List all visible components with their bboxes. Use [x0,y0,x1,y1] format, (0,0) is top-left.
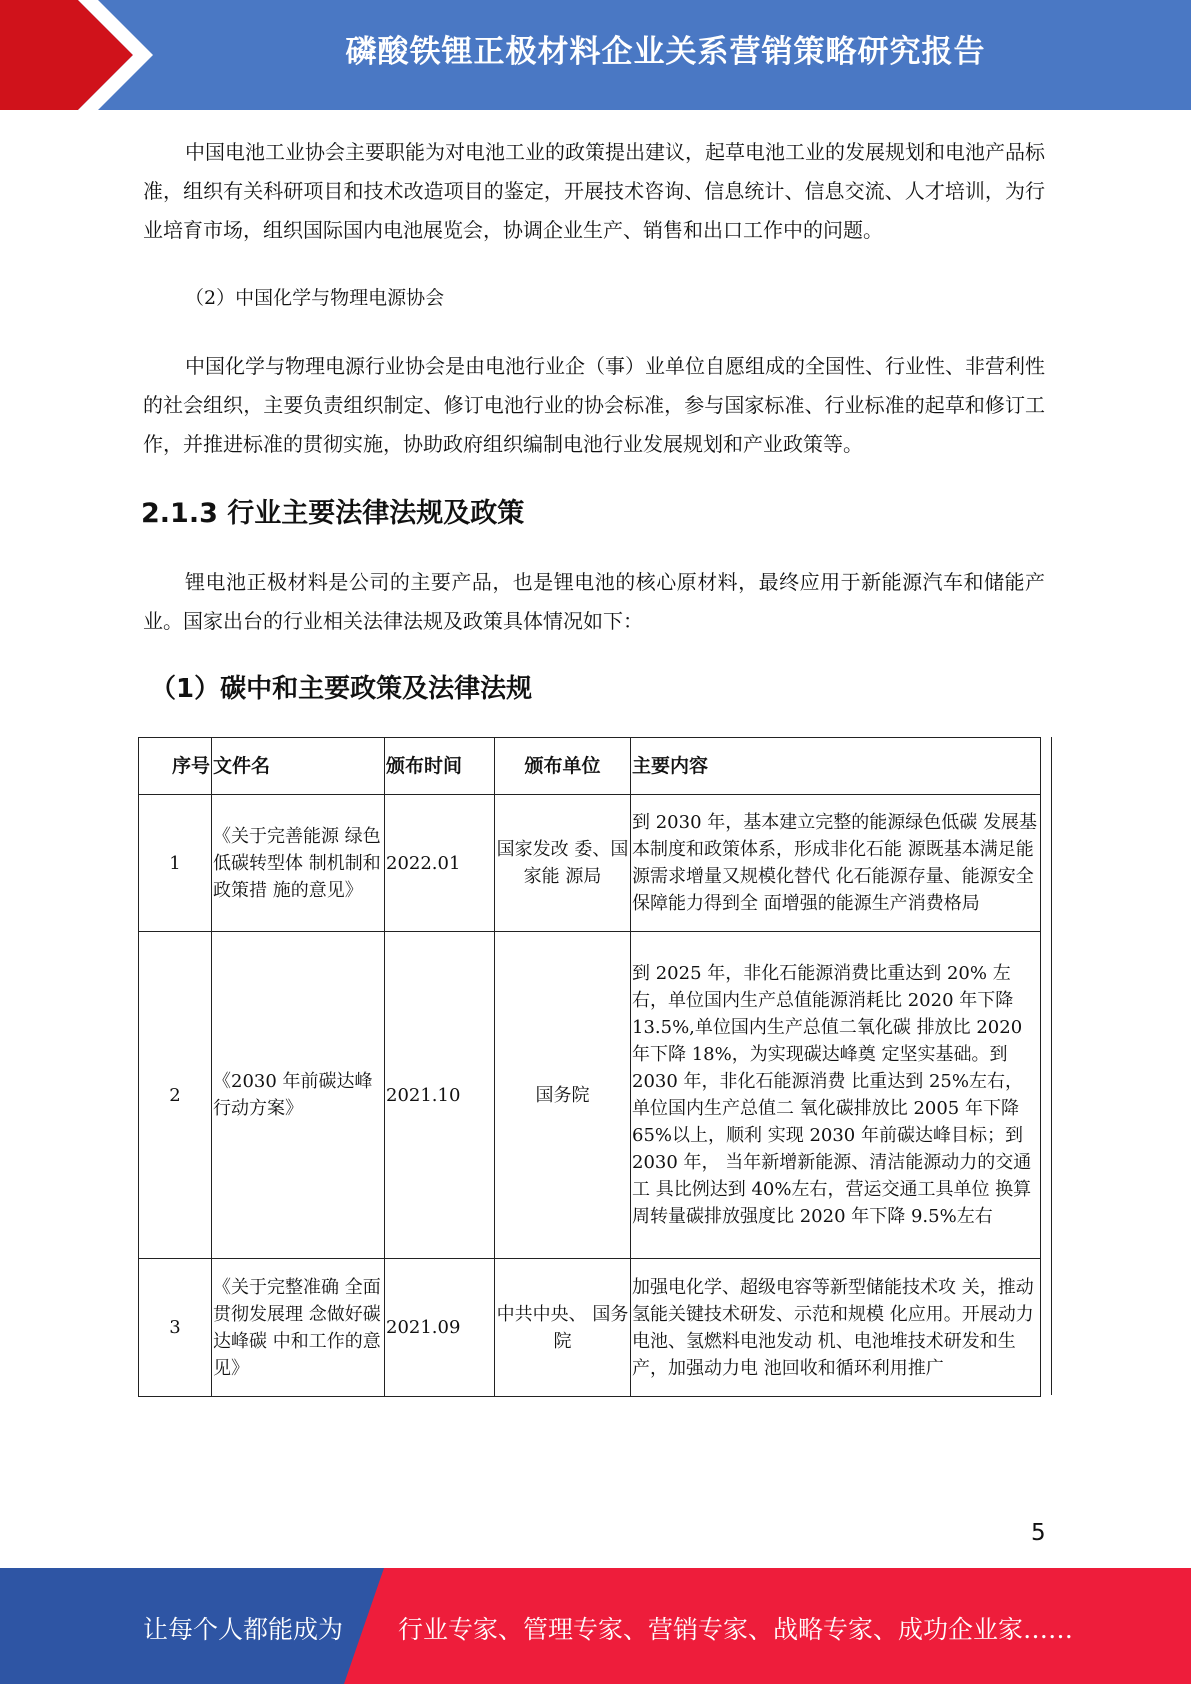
footer-slogan-left: 让每个人都能成为 [143,1615,344,1644]
cell-date: 2021.09 [385,1259,495,1397]
cell-content: 加强电化学、超级电容等新型储能技术攻 关，推动氢能关键技术研发、示范和规模 化应用。开展动力电池、氢燃料电池发动 机、电池堆技术研发和生产，加强动力电 池回收和循环利用推广 [631,1259,1041,1397]
cell-no: 3 [139,1259,212,1397]
section-heading: 2.1.3 行业主要法律法规及政策 [141,498,525,529]
cell-name: 《2030 年前碳达峰行动方案》 [212,932,385,1259]
cell-no: 2 [139,932,212,1259]
paragraph-battery-association: 中国电池工业协会主要职能为对电池工业的政策提出建议，起草电池工业的发展规划和电池产品标准，组织有关科研项目和技术改造项目的鉴定，开展技术咨询、信息统计、信息交流、人才培训，为行业培育市场，组织国际国内电池展览会，协调企业生产、销售和出口工作中的问题。 [143,140,1045,242]
cell-content: 到 2030 年，基本建立完整的能源绿色低碳 发展基本制度和政策体系，形成非化石能 源既基本满足能源需求增量又规模化替代 化石能源存量、能源安全保障能力得到全 面增强的能源生产消费格局 [631,795,1041,932]
subsection-title: （2）中国化学与物理电源协会 [185,287,445,309]
policy-table [138,737,1041,1397]
cell-no: 1 [139,795,212,932]
cell-name: 《关于完善能源 绿色低碳转型体 制机制和政策措 施的意见》 [212,795,385,932]
table-row [139,1259,1041,1397]
header-arrow-graphic [0,0,160,110]
paragraph-intro: 锂电池正极材料是公司的主要产品，也是锂电池的核心原材料，最终应用于新能源汽车和储能产业。国家出台的行业相关法律法规及政策具体情况如下： [143,570,1045,633]
page-footer [0,1568,1191,1684]
table-heading: （1）碳中和主要政策及法律法规 [150,674,533,704]
cell-name: 《关于完整准确 全面贯彻发展理 念做好碳达峰碳 中和工作的意 见》 [212,1259,385,1397]
cell-issuer: 中共中央、 国务院 [495,1259,631,1397]
header-issuer: 颁布单位 [495,738,631,795]
footer-slogan-right: 行业专家、管理专家、营销专家、战略专家、成功企业家…… [398,1615,1074,1644]
paragraph-power-association: 中国化学与物理电源行业协会是由电池行业企（事）业单位自愿组成的全国性、行业性、非营利性的社会组织，主要负责组织制定、修订电池行业的协会标准，参与国家标准、行业标准的起草和修订工作，并推进标准的贯彻实施，协助政府组织编制电池行业发展规划和产业政策等。 [143,354,1045,456]
cell-content: 到 2025 年，非化石能源消费比重达到 20% 左右，单位国内生产总值能源消耗比 2020 年下降 13.5%,单位国内生产总值二氧化碳 排放比 2020 年下降 18%，为实现碳达峰奠 定坚实基础。到 2030 年，非化石能源消费 比重达到 25%左右，单位国内生产总值二 氧化碳排放比 2005 年下降 65%以上，顺利 实现 2030 年前碳达峰目标；到 2030 年， 当年新增新能源、清洁能源动力的交通工 具比例达到 40%左右，营运交通工具单位 换算周转量碳排放强度比 2020 年下降 9.5%左右 [631,932,1041,1259]
table-header-row [139,738,1041,795]
table-row [139,795,1041,932]
cell-date: 2021.10 [385,932,495,1259]
cell-date: 2022.01 [385,795,495,932]
header-name: 文件名 [212,738,385,795]
header-title: 磷酸铁锂正极材料企业关系营销策略研究报告 [345,34,986,70]
header-no: 序号 [139,738,212,795]
page-header [0,0,1191,110]
table-row [139,932,1041,1259]
cell-issuer: 国家发改 委、国家能 源局 [495,795,631,932]
table-edge-line [1051,737,1052,1395]
cell-issuer: 国务院 [495,932,631,1259]
page-number: 5 [1031,1520,1046,1546]
header-date: 颁布时间 [385,738,495,795]
header-content: 主要内容 [631,738,1041,795]
